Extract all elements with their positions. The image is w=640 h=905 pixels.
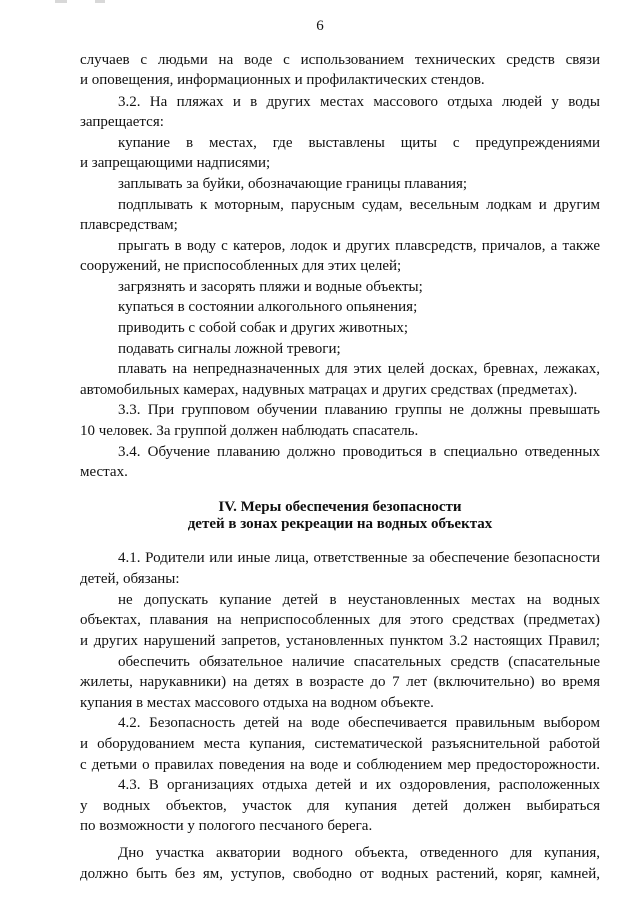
text-line: купания в местах массового отдыха на водном объекте. — [80, 695, 434, 711]
text-line: 3.2. На пляжах и в других местах массового отдыха людей у воды — [118, 94, 600, 110]
text-line: прыгать в воду с катеров, лодок и других плавсредств, причалов, а также — [118, 238, 600, 254]
text-line: у водных объектов, участок для купания детей должен выбираться — [80, 798, 600, 814]
scan-mark — [55, 0, 67, 3]
text-line: подплывать к моторным, парусным судам, весельным лодкам и другим — [118, 197, 600, 213]
text-line: Дно участка акватории водного объекта, отведенного для купания, — [118, 845, 600, 861]
text-line: по возможности у пологого песчаного берега. — [80, 818, 373, 834]
text-line: с детьми о правилах поведения на воде и соблюдением мер предосторожности. — [80, 757, 600, 773]
text-line: сооружений, не приспособленных для этих целей; — [80, 258, 402, 274]
text-line: 4.3. В организациях отдыха детей и их оздоровления, расположенных — [118, 777, 600, 793]
text-line: 4.2. Безопасность детей на воде обеспечивается правильным выбором — [118, 715, 600, 731]
text-line: жилеты, нарукавники) на детях в возрасте до 7 лет (включительно) во время — [80, 674, 600, 690]
text-line: приводить с собой собак и других животных; — [118, 320, 409, 336]
text-line: плавсредствам; — [80, 217, 178, 233]
text-line: детей, обязаны: — [80, 571, 180, 587]
text-line: купание в местах, где выставлены щиты с предупреждениями — [118, 135, 600, 151]
text-line: 10 человек. За группой должен наблюдать спасатель. — [80, 423, 419, 439]
text-line: обеспечить обязательное наличие спасательных средств (спасательные — [118, 654, 600, 670]
text-line: не допускать купание детей в неустановленных местах на водных — [118, 592, 600, 608]
text-line: 3.4. Обучение плаванию должно проводиться в специально отведенных — [118, 444, 600, 460]
text-line: и оповещения, информационных и профилактических стендов. — [80, 72, 485, 88]
text-line: 4.1. Родители или иные лица, ответственные за обеспечение безопасности — [118, 550, 600, 566]
text-line: купаться в состоянии алкогольного опьянения; — [118, 299, 418, 315]
section-heading: детей в зонах рекреации на водных объектах — [187, 516, 493, 532]
text-line: автомобильных камерах, надувных матрацах и других средствах (предметах). — [80, 382, 578, 398]
text-line: и запрещающими надписями; — [80, 155, 271, 171]
text-line: объектах, плавания на неприспособленных для этого средствах (предметах) — [80, 612, 600, 628]
text-line: запрещается: — [80, 114, 164, 130]
section-heading: IV. Меры обеспечения безопасности — [218, 499, 462, 515]
text-line: случаев с людьми на воде с использованием технических средств связи — [80, 52, 600, 68]
page-number: 6 — [316, 18, 324, 34]
text-line: и других нарушений запретов, установленных пунктом 3.2 настоящих Правил; — [80, 633, 600, 649]
text-line: подавать сигналы ложной тревоги; — [118, 341, 341, 357]
text-line: плавать на непредназначенных для этих целей досках, бревнах, лежаках, — [118, 361, 600, 377]
text-line: 3.3. При групповом обучении плаванию группы не должны превышать — [118, 402, 600, 418]
text-line: и оборудованием места купания, систематической разъяснительной работой — [80, 736, 600, 752]
text-line: должно быть без ям, уступов, свободно от водных растений, коряг, камней, — [80, 866, 600, 882]
scan-mark — [95, 0, 105, 3]
text-line: заплывать за буйки, обозначающие границы плавания; — [118, 176, 468, 192]
text-line: местах. — [80, 464, 128, 480]
text-line: загрязнять и засорять пляжи и водные объекты; — [118, 279, 423, 295]
